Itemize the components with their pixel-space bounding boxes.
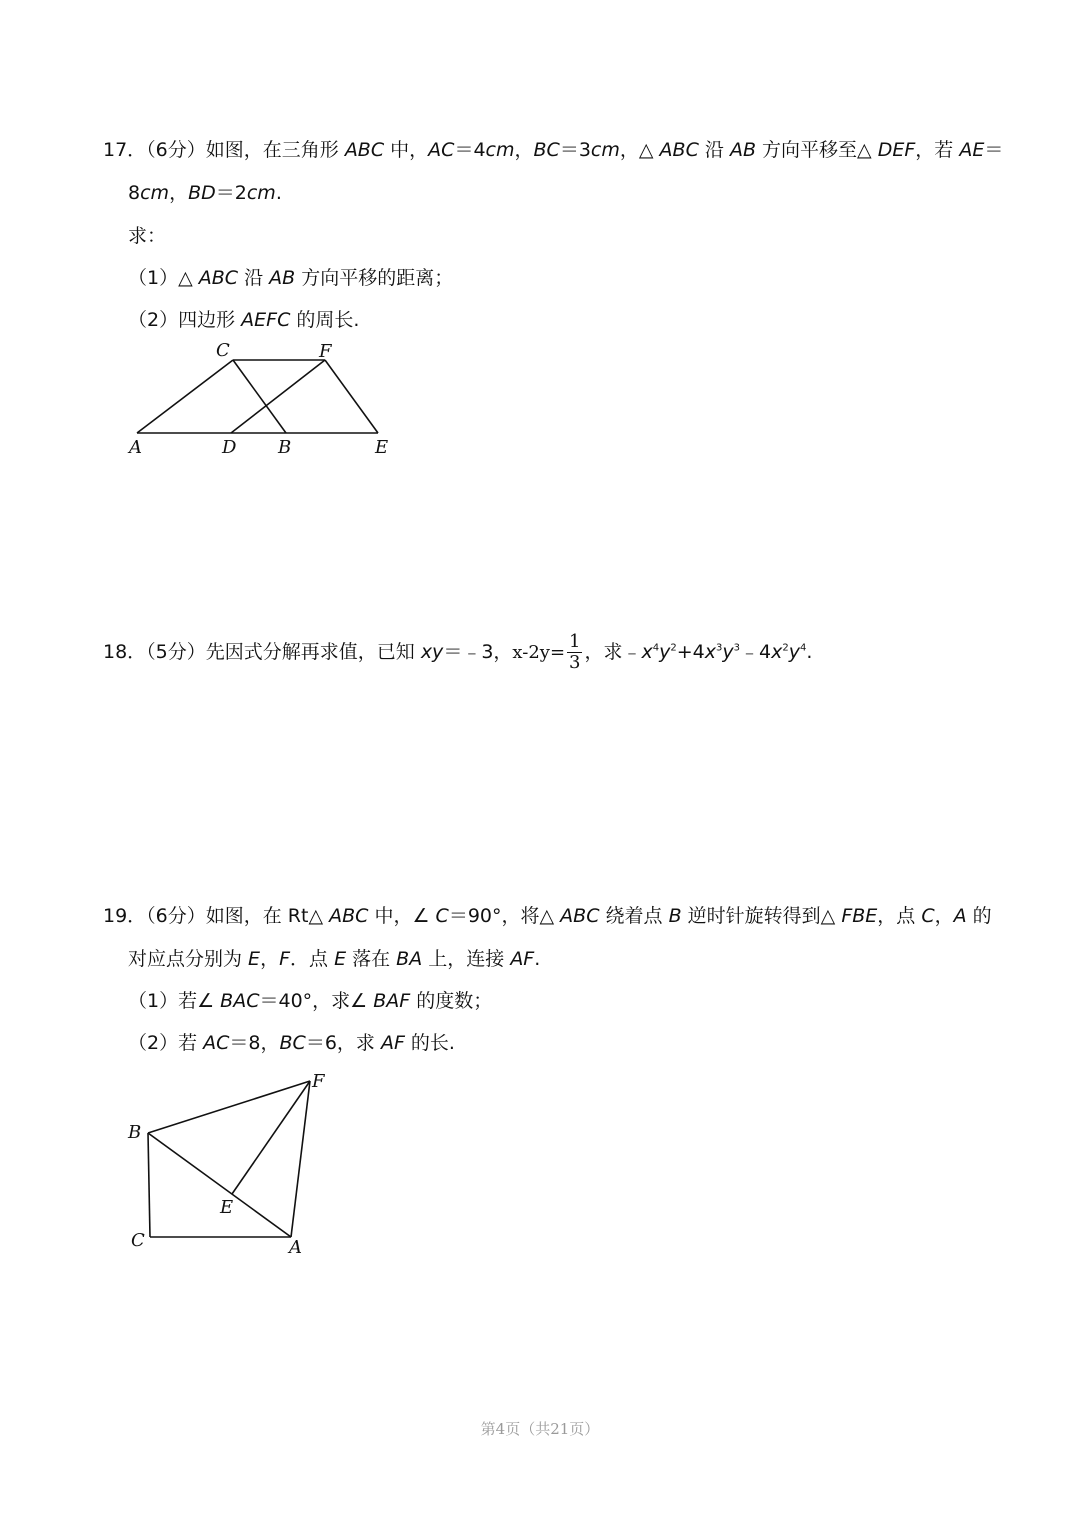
label-D: D [222, 437, 237, 458]
label-E: E [375, 437, 389, 458]
q19-line1: 19．（6分）如图，在 Rt△ ABC 中，∠ C＝90°，将△ ABC 绕着点 B 逆时针旋转得到△ FBE，点 C，A 的 [103, 905, 992, 927]
q19-part1: （1）若∠ BAC＝40°，求∠ BAF 的度数； [128, 990, 493, 1012]
label-A: A [129, 437, 142, 458]
segment-BC [148, 1133, 150, 1237]
segment-BF [148, 1081, 310, 1133]
expr-x-minus-2y: x-2y= [512, 642, 566, 663]
q17-part2: （2）四边形 AEFC 的周长. [128, 309, 360, 331]
segment-BA [148, 1133, 291, 1237]
segment-AC [137, 360, 233, 433]
q17-figure [120, 335, 410, 470]
label-B: B [278, 437, 292, 458]
label-A: A [289, 1237, 302, 1258]
label-F: F [319, 341, 332, 362]
q17-ask: 求： [128, 225, 167, 247]
q17-part1: （1）△ ABC 沿 AB 方向平移的距离； [128, 267, 454, 289]
q17-line2: 8cm，BD＝2cm. [128, 182, 282, 204]
page-footer: 第4页（共21页） [480, 1420, 600, 1438]
q19-line2: 对应点分别为 E，F．点 E 落在 BA 上，连接 AF. [128, 948, 541, 970]
q19-part2: （2）若 AC＝8，BC＝6，求 AF 的长. [128, 1032, 455, 1054]
label-E: E [220, 1197, 234, 1218]
fraction-one-third: $\frac{1}{3}$ [569, 631, 581, 673]
label-C: C [131, 1230, 145, 1251]
q18-line: 18．（5分）先因式分解再求值，已知 xy＝﹣3，x-2y= $\frac{1}{3}$ ，求$﹣x^4y^2+4x^3y^3﹣4x^2y^4$. [103, 631, 813, 673]
q19-figure [120, 1065, 340, 1265]
segment-FE [325, 360, 378, 433]
q17-line1: 17．（6分）如图，在三角形 ABC 中，AC＝4cm，BC＝3cm，△ ABC 沿 AB 方向平移至△ DEF，若 AE＝ [103, 139, 1004, 161]
label-B: B [128, 1122, 142, 1143]
label-C: C [216, 340, 230, 361]
label-F: F [312, 1071, 325, 1092]
